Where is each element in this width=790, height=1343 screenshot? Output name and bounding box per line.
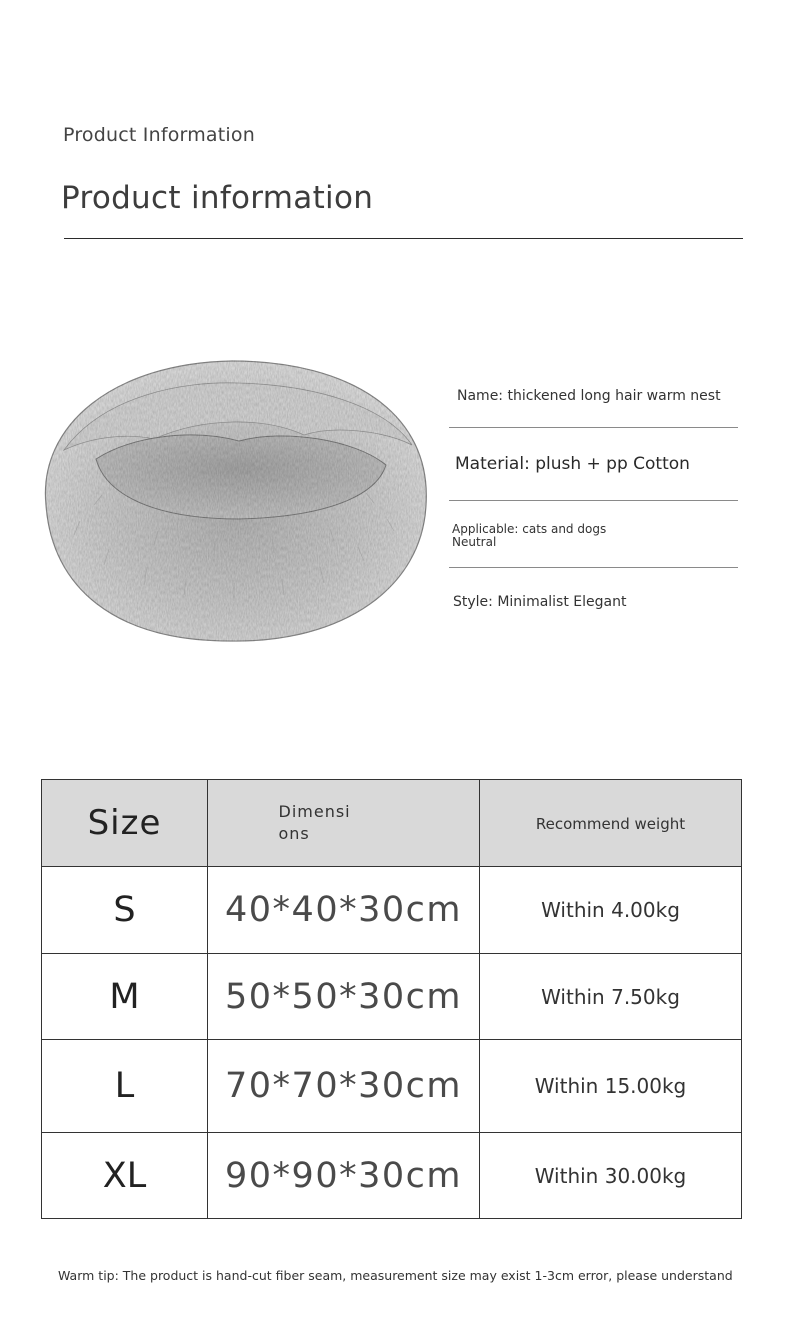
header-dimensions-cell	[208, 780, 480, 867]
header-weight-cell	[480, 780, 742, 867]
spec-divider	[449, 567, 738, 568]
table-row	[42, 1040, 742, 1133]
dimensions-cell: 50*50*30cm	[225, 976, 462, 1017]
size-cell: XL	[102, 1155, 147, 1196]
title-divider	[64, 238, 743, 239]
header-weight: Recommend weight	[535, 814, 686, 833]
weight-cell: Within 4.00kg	[541, 898, 680, 922]
size-cell: M	[109, 976, 140, 1017]
page-title: Product information	[61, 180, 374, 216]
weight-cell: Within 7.50kg	[541, 984, 680, 1009]
table-row	[42, 954, 742, 1040]
weight-cell: Within 30.00kg	[534, 1163, 687, 1188]
size-cell: L	[114, 1066, 135, 1106]
spec-material: Material: plush + pp Cotton	[455, 454, 690, 474]
warm-tip: Warm tip: The product is hand-cut fiber seam, measurement size may exist 1-3cm error, please understand	[58, 1268, 733, 1283]
dimensions-cell: 70*70*30cm	[225, 1066, 462, 1106]
dimensions-cell: 40*40*30cm	[225, 890, 462, 930]
size-cell: S	[113, 890, 136, 930]
round-plush-pet-bed-image	[34, 355, 430, 647]
spec-style: Style: Minimalist Elegant	[453, 594, 627, 610]
spec-applicable-line2: Neutral	[452, 535, 497, 549]
table-row	[42, 867, 742, 954]
spec-applicable-line1: Applicable: cats and dogs	[452, 522, 607, 536]
size-table	[41, 779, 742, 1219]
weight-cell: Within 15.00kg	[534, 1074, 687, 1098]
table-row	[42, 1133, 742, 1219]
spec-name: Name: thickened long hair warm nest	[457, 388, 721, 404]
spec-divider	[449, 427, 738, 428]
header-size: Size	[87, 803, 162, 843]
spec-applicable	[452, 523, 606, 549]
section-label: Product Information	[63, 124, 255, 146]
spec-divider	[449, 500, 738, 501]
header-size-cell	[42, 780, 208, 867]
dimensions-cell: 90*90*30cm	[225, 1155, 462, 1196]
size-table-header-row	[42, 780, 742, 867]
header-dimensions: Dimensions	[278, 802, 351, 843]
